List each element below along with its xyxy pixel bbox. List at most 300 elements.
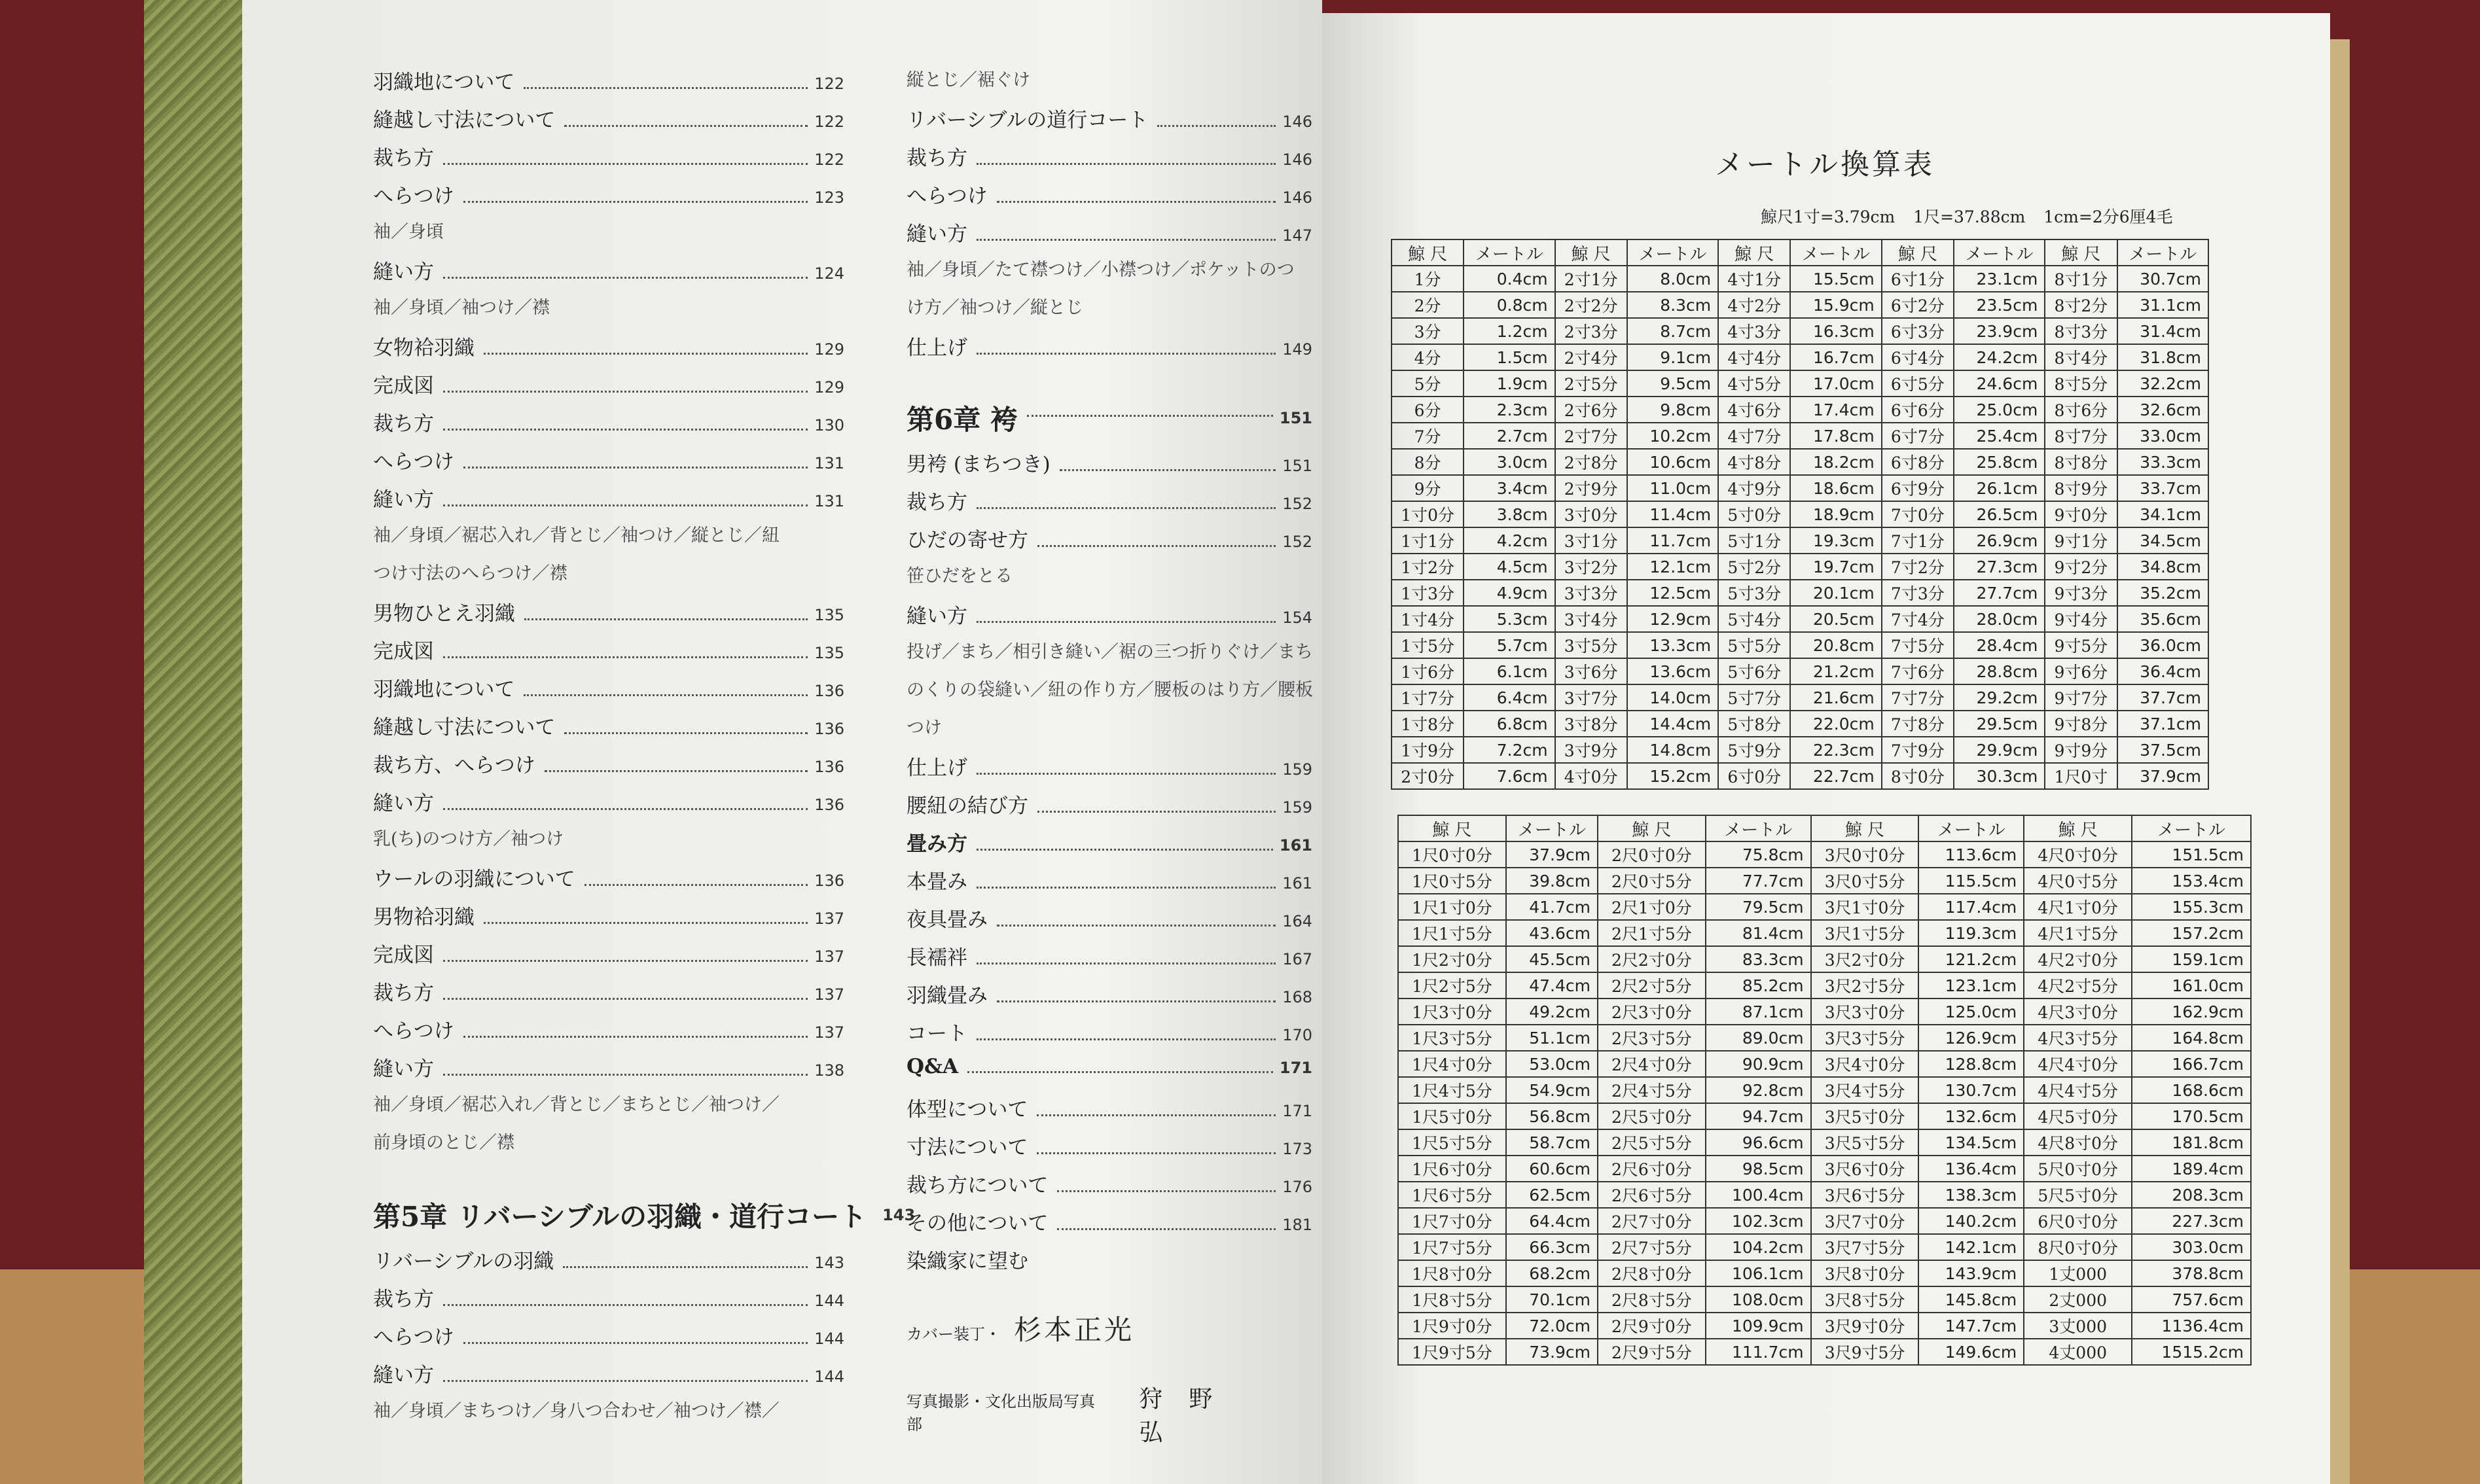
shaku-cell: 2尺9寸0分 [1598, 1313, 1706, 1339]
table-row [1398, 1286, 2251, 1313]
meter-cell: 24.6cm [1954, 370, 2045, 397]
toc-entry [907, 903, 1312, 941]
meter-cell: 155.3cm [2132, 894, 2251, 920]
meter-cell: 27.7cm [1954, 580, 2045, 606]
shaku-cell: 2尺8寸5分 [1598, 1286, 1706, 1313]
header-meter: メートル [1706, 815, 1811, 841]
meter-cell: 227.3cm [2132, 1208, 2251, 1234]
toc-leader [443, 656, 808, 658]
toc-page-number: 138 [814, 1061, 844, 1080]
shaku-cell: 5寸7分 [1718, 684, 1790, 711]
shaku-cell: 5寸9分 [1718, 737, 1790, 763]
meter-cell: 143.9cm [1918, 1260, 2024, 1286]
meter-cell: 31.8cm [2117, 344, 2209, 370]
table-row [1392, 711, 2208, 737]
toc-entry [373, 141, 844, 179]
meter-cell: 37.9cm [2117, 763, 2209, 789]
toc-page-number: 173 [1282, 1140, 1312, 1158]
toc-page-number: 164 [1282, 912, 1312, 930]
toc-entry-title: 投げ／まち／相引き縫い／裾の三つ折りぐけ／まち [907, 642, 1313, 662]
toc-entry-title: 長襦袢 [907, 946, 967, 970]
toc-page-number: 176 [1282, 1178, 1312, 1196]
meter-cell: 37.5cm [2117, 737, 2209, 763]
meter-cell: 87.1cm [1706, 998, 1811, 1025]
toc-leader [564, 732, 808, 734]
toc-entry [907, 1017, 1312, 1055]
shaku-cell: 5寸3分 [1718, 580, 1790, 606]
meter-cell: 34.8cm [2117, 554, 2209, 580]
toc-entry-title: 袖／身頃 [373, 222, 444, 242]
meter-cell: 13.3cm [1627, 632, 1718, 658]
toc-entry-title: 寸法について [907, 1136, 1028, 1159]
shaku-cell: 4寸0分 [1555, 763, 1627, 789]
meter-cell: 104.2cm [1706, 1234, 1811, 1260]
toc-page-number: 131 [814, 454, 844, 472]
meter-cell: 21.2cm [1790, 658, 1881, 684]
shaku-cell: 2分 [1392, 292, 1464, 318]
toc-page-number: 130 [814, 416, 844, 434]
toc-entry [373, 824, 844, 862]
meter-cell: 6.4cm [1464, 684, 1554, 711]
toc-entry-title: 仕上げ [907, 336, 967, 360]
toc-entry [907, 255, 1312, 293]
meter-cell: 68.2cm [1506, 1260, 1598, 1286]
toc-entry [907, 713, 1312, 751]
meter-cell: 9.8cm [1627, 397, 1718, 423]
meter-cell: 72.0cm [1506, 1313, 1598, 1339]
toc-entry-title: け方／袖つけ／縦とじ [907, 298, 1083, 318]
toc-page-number: 122 [814, 150, 844, 169]
meter-cell: 123.1cm [1918, 972, 2024, 998]
meter-cell: 1.9cm [1464, 370, 1554, 397]
toc-entry-title: 第5章 リバーシブルの羽織・道行コート [373, 1201, 867, 1233]
toc-page-number: 146 [1282, 188, 1312, 207]
meter-cell: 29.9cm [1954, 737, 2045, 763]
shaku-cell: 8分 [1392, 449, 1464, 475]
toc-page-number: 123 [814, 188, 844, 207]
toc-entry [907, 561, 1312, 599]
toc-entry [907, 1169, 1312, 1207]
shaku-cell: 5尺5寸0分 [2024, 1182, 2132, 1208]
toc-page-number: 146 [1282, 150, 1312, 169]
meter-cell: 64.4cm [1506, 1208, 1598, 1234]
meter-cell: 4.9cm [1464, 580, 1554, 606]
shaku-cell: 7寸0分 [1882, 501, 1954, 527]
shaku-cell: 4寸8分 [1718, 449, 1790, 475]
toc-entry-title: 縫い方 [373, 1057, 434, 1081]
toc-page-number: 143 [882, 1206, 916, 1224]
shaku-cell: 3寸2分 [1555, 554, 1627, 580]
table-row [1392, 370, 2208, 397]
shaku-cell: 2尺5寸0分 [1598, 1103, 1706, 1129]
toc-page-number: 151 [1282, 457, 1312, 475]
toc-entry [373, 331, 844, 369]
toc-entry-title: 裁ち方について [907, 1174, 1049, 1197]
shaku-cell: 3尺7寸0分 [1811, 1208, 1919, 1234]
shaku-cell: 2尺1寸0分 [1598, 894, 1706, 920]
shaku-cell: 6寸5分 [1882, 370, 1954, 397]
shaku-cell: 4尺5寸0分 [2024, 1103, 2132, 1129]
meter-cell: 11.4cm [1627, 501, 1718, 527]
toc-entry [907, 827, 1312, 865]
meter-cell: 39.8cm [1506, 868, 1598, 894]
toc-entry [373, 711, 844, 749]
shaku-cell: 1寸9分 [1392, 737, 1464, 763]
toc-entry [373, 217, 844, 255]
meter-cell: 12.9cm [1627, 606, 1718, 632]
toc-entry [907, 637, 1312, 675]
shaku-cell: 9分 [1392, 475, 1464, 501]
meter-cell: 30.7cm [2117, 266, 2209, 292]
meter-cell: 170.5cm [2132, 1103, 2251, 1129]
shaku-cell: 3寸7分 [1555, 684, 1627, 711]
shaku-cell: 3尺2寸5分 [1811, 972, 1919, 998]
shaku-cell: 4尺0寸5分 [2024, 868, 2132, 894]
shaku-cell: 4寸6分 [1718, 397, 1790, 423]
toc-entry [907, 331, 1312, 369]
toc-leader [584, 884, 808, 886]
shaku-cell: 6寸9分 [1882, 475, 1954, 501]
shaku-cell: 2尺4寸0分 [1598, 1051, 1706, 1077]
toc-entry [373, 597, 844, 635]
header-meter: メートル [1790, 239, 1881, 266]
shaku-cell: 2寸2分 [1555, 292, 1627, 318]
meter-cell: 9.5cm [1627, 370, 1718, 397]
toc-page-number: 152 [1282, 495, 1312, 513]
meter-cell: 51.1cm [1506, 1025, 1598, 1051]
toc-entry-title: 裁ち方 [373, 412, 434, 436]
header-shaku: 鯨 尺 [1718, 239, 1790, 266]
toc-leader [1027, 415, 1273, 417]
credit-line [907, 1309, 1312, 1354]
shaku-cell: 1寸7分 [1392, 684, 1464, 711]
toc-entry-title: へらつけ [373, 185, 454, 208]
toc-leader [977, 887, 1276, 889]
table-row [1392, 449, 2208, 475]
toc-page-number: 146 [1282, 113, 1312, 131]
shaku-cell: 1尺6寸0分 [1398, 1156, 1506, 1182]
toc-page-number: 154 [1282, 609, 1312, 627]
shaku-cell: 6寸6分 [1882, 397, 1954, 423]
toc-page-number: 144 [814, 1292, 844, 1310]
meter-cell: 121.2cm [1918, 946, 2024, 972]
shaku-cell: 2尺0寸0分 [1598, 841, 1706, 868]
shaku-cell: 4寸4分 [1718, 344, 1790, 370]
meter-cell: 35.6cm [2117, 606, 2209, 632]
meter-cell: 161.0cm [2132, 972, 2251, 998]
meter-cell: 18.6cm [1790, 475, 1881, 501]
shaku-cell: 3尺3寸5分 [1811, 1025, 1919, 1051]
shaku-cell: 2尺2寸5分 [1598, 972, 1706, 998]
toc-leader [1037, 1152, 1276, 1154]
shaku-cell: 1尺2寸5分 [1398, 972, 1506, 998]
toc-entry [373, 1320, 844, 1358]
meter-cell: 17.8cm [1790, 423, 1881, 449]
meter-cell: 16.7cm [1790, 344, 1881, 370]
book-board [2330, 39, 2350, 1484]
toc-entry-title: 縫い方 [373, 488, 434, 512]
shaku-cell: 1寸3分 [1392, 580, 1464, 606]
meter-cell: 303.0cm [2132, 1234, 2251, 1260]
shaku-cell: 3尺4寸0分 [1811, 1051, 1919, 1077]
shaku-cell: 3寸4分 [1555, 606, 1627, 632]
header-meter: メートル [2132, 815, 2251, 841]
shaku-cell: 4尺8寸0分 [2024, 1129, 2132, 1156]
shaku-cell: 6寸2分 [1882, 292, 1954, 318]
table-row [1392, 632, 2208, 658]
toc-leader [967, 1071, 1273, 1073]
shaku-cell: 2尺8寸0分 [1598, 1260, 1706, 1286]
meter-cell: 45.5cm [1506, 946, 1598, 972]
table-row [1398, 998, 2251, 1025]
table-row [1398, 1025, 2251, 1051]
table-row [1398, 946, 2251, 972]
meter-cell: 92.8cm [1706, 1077, 1811, 1103]
shaku-cell: 6寸3分 [1882, 318, 1954, 344]
credit-role: 写真撮影・文化出版局写真部 [907, 1392, 1095, 1434]
table-row [1392, 423, 2208, 449]
shaku-cell: 6寸7分 [1882, 423, 1954, 449]
toc-entry [373, 1090, 844, 1128]
shaku-cell: 7寸9分 [1882, 737, 1954, 763]
meter-cell: 35.2cm [2117, 580, 2209, 606]
meter-cell: 140.2cm [1918, 1208, 2024, 1234]
toc-page-number: 171 [1279, 1059, 1312, 1077]
meter-cell: 138.3cm [1918, 1182, 2024, 1208]
meter-cell: 14.8cm [1627, 737, 1718, 763]
toc-leader [443, 808, 808, 810]
shaku-cell: 2尺6寸0分 [1598, 1156, 1706, 1182]
toc-entry-title: 女物袷羽織 [373, 336, 475, 360]
meter-cell: 25.4cm [1954, 423, 2045, 449]
meter-cell: 70.1cm [1506, 1286, 1598, 1313]
toc-entry [907, 751, 1312, 789]
toc-entry [373, 559, 844, 597]
header-shaku: 鯨 尺 [2024, 815, 2132, 841]
meter-cell: 22.3cm [1790, 737, 1881, 763]
meter-cell: 15.5cm [1790, 266, 1881, 292]
shaku-cell: 3丈000 [2024, 1313, 2132, 1339]
meter-cell: 16.3cm [1790, 318, 1881, 344]
toc-entry-title: 裁ち方、へらつけ [373, 754, 535, 777]
shaku-cell: 1寸6分 [1392, 658, 1464, 684]
meter-cell: 4.5cm [1464, 554, 1554, 580]
toc-page-number: 171 [1282, 1102, 1312, 1120]
toc-entry [907, 865, 1312, 903]
meter-cell: 2.7cm [1464, 423, 1554, 449]
table-row [1398, 1339, 2251, 1365]
toc-page-number: 181 [1282, 1216, 1312, 1234]
meter-cell: 33.7cm [2117, 475, 2209, 501]
meter-cell: 7.6cm [1464, 763, 1554, 789]
meter-cell: 36.0cm [2117, 632, 2209, 658]
meter-cell: 32.2cm [2117, 370, 2209, 397]
header-meter: メートル [1506, 815, 1598, 841]
shaku-cell: 6寸8分 [1882, 449, 1954, 475]
shaku-cell: 8寸3分 [2045, 318, 2117, 344]
toc-entry [373, 749, 844, 786]
shaku-cell: 7寸7分 [1882, 684, 1954, 711]
shaku-cell: 3寸6分 [1555, 658, 1627, 684]
conversion-table-large [1397, 815, 2252, 1366]
toc-entry [907, 65, 1312, 103]
meter-cell: 164.8cm [2132, 1025, 2251, 1051]
shaku-cell: 4尺4寸0分 [2024, 1051, 2132, 1077]
toc-entry [373, 1358, 844, 1396]
toc-entry-title: 縫い方 [907, 605, 967, 628]
header-meter: メートル [2117, 239, 2209, 266]
meter-cell: 37.9cm [1506, 841, 1598, 868]
table-row [1398, 841, 2251, 868]
meter-cell: 31.1cm [2117, 292, 2209, 318]
shaku-cell: 3尺3寸0分 [1811, 998, 1919, 1025]
meter-cell: 22.7cm [1790, 763, 1881, 789]
meter-cell: 58.7cm [1506, 1129, 1598, 1156]
toc-leader [484, 922, 808, 924]
meter-cell: 142.1cm [1918, 1234, 2024, 1260]
meter-cell: 30.3cm [1954, 763, 2045, 789]
meter-cell: 189.4cm [2132, 1156, 2251, 1182]
shaku-cell: 7分 [1392, 423, 1464, 449]
toc-leader [443, 504, 808, 506]
shaku-cell: 9寸1分 [2045, 527, 2117, 554]
meter-cell: 53.0cm [1506, 1051, 1598, 1077]
meter-cell: 132.6cm [1918, 1103, 2024, 1129]
shaku-cell: 9寸8分 [2045, 711, 2117, 737]
toc-entry [373, 1396, 844, 1434]
meter-cell: 73.9cm [1506, 1339, 1598, 1365]
toc-leader [463, 1342, 808, 1344]
table-header-row [1398, 815, 2251, 841]
toc-entry-title: コート [907, 1022, 967, 1046]
meter-cell: 102.3cm [1706, 1208, 1811, 1234]
toc-leader [977, 849, 1273, 851]
meter-cell: 157.2cm [2132, 920, 2251, 946]
conversion-table-small [1391, 239, 2209, 790]
shaku-cell: 8寸5分 [2045, 370, 2117, 397]
shaku-cell: 7寸2分 [1882, 554, 1954, 580]
shaku-cell: 1尺1寸0分 [1398, 894, 1506, 920]
table-row [1398, 1313, 2251, 1339]
meter-cell: 15.9cm [1790, 292, 1881, 318]
toc-page-number: 144 [814, 1368, 844, 1386]
shaku-cell: 1尺5寸5分 [1398, 1129, 1506, 1156]
shaku-cell: 1丈000 [2024, 1260, 2132, 1286]
shaku-cell: 5寸0分 [1718, 501, 1790, 527]
toc-entry-title: 男物袷羽織 [373, 906, 475, 929]
toc-entry [373, 521, 844, 559]
shaku-cell: 4寸3分 [1718, 318, 1790, 344]
meter-cell: 15.2cm [1627, 763, 1718, 789]
meter-cell: 66.3cm [1506, 1234, 1598, 1260]
header-shaku: 鯨 尺 [1392, 239, 1464, 266]
shaku-cell: 3尺0寸0分 [1811, 841, 1919, 868]
toc-leader [977, 1038, 1276, 1040]
shaku-cell: 8寸1分 [2045, 266, 2117, 292]
toc-entry [907, 1131, 1312, 1169]
meter-cell: 34.1cm [2117, 501, 2209, 527]
toc-entry-title: 袖／身頃／裾芯入れ／背とじ／まちとじ／袖つけ／ [373, 1095, 780, 1115]
meter-cell: 11.7cm [1627, 527, 1718, 554]
toc-entry [907, 103, 1312, 141]
shaku-cell: 2尺7寸0分 [1598, 1208, 1706, 1234]
meter-cell: 3.4cm [1464, 475, 1554, 501]
toc-entry-title: その他について [907, 1212, 1049, 1235]
shaku-cell: 5寸5分 [1718, 632, 1790, 658]
shaku-cell: 8寸6分 [2045, 397, 2117, 423]
toc-leader [443, 960, 808, 962]
shaku-cell: 3尺5寸0分 [1811, 1103, 1919, 1129]
table-row [1392, 658, 2208, 684]
meter-cell: 6.8cm [1464, 711, 1554, 737]
toc-leader [1037, 545, 1276, 547]
toc-entry [373, 179, 844, 217]
toc-leader [524, 694, 808, 696]
toc-entry-title: 縫い方 [373, 260, 434, 284]
meter-cell: 83.3cm [1706, 946, 1811, 972]
shaku-cell: 3寸3分 [1555, 580, 1627, 606]
toc-leader [1057, 1190, 1276, 1192]
shaku-cell: 4尺4寸5分 [2024, 1077, 2132, 1103]
toc-entry [373, 255, 844, 293]
toc-entry [907, 217, 1312, 255]
toc-leader [1057, 1228, 1276, 1230]
shaku-cell: 9寸7分 [2045, 684, 2117, 711]
shaku-cell: 2尺3寸0分 [1598, 998, 1706, 1025]
shaku-cell: 1尺0寸 [2045, 763, 2117, 789]
meter-cell: 12.5cm [1627, 580, 1718, 606]
shaku-cell: 3寸5分 [1555, 632, 1627, 658]
shaku-cell: 1寸8分 [1392, 711, 1464, 737]
toc-leader [545, 770, 808, 772]
meter-cell: 106.1cm [1706, 1260, 1811, 1286]
meter-cell: 20.8cm [1790, 632, 1881, 658]
toc-entry [373, 407, 844, 445]
shaku-cell: 8寸4分 [2045, 344, 2117, 370]
table-row [1392, 554, 2208, 580]
meter-cell: 117.4cm [1918, 894, 2024, 920]
toc-leader [564, 125, 808, 127]
toc-leader [977, 163, 1276, 165]
shaku-cell: 3尺5寸5分 [1811, 1129, 1919, 1156]
shaku-cell: 9寸2分 [2045, 554, 2117, 580]
shaku-cell: 3尺7寸5分 [1811, 1234, 1919, 1260]
header-shaku: 鯨 尺 [2045, 239, 2117, 266]
shaku-cell: 1尺7寸0分 [1398, 1208, 1506, 1234]
table-row [1398, 1129, 2251, 1156]
toc-entry-title: のくりの袋縫い／紐の作り方／腰板のはり方／腰板 [907, 680, 1313, 700]
shaku-cell: 2寸8分 [1555, 449, 1627, 475]
meter-cell: 23.5cm [1954, 292, 2045, 318]
toc-entry [373, 1245, 844, 1282]
toc-leader [463, 201, 808, 203]
meter-cell: 37.7cm [2117, 684, 2209, 711]
meter-cell: 41.7cm [1506, 894, 1598, 920]
shaku-cell: 8寸7分 [2045, 423, 2117, 449]
toc-leader [977, 239, 1276, 241]
toc-leader [443, 1380, 808, 1382]
table-row [1392, 763, 2208, 789]
toc-entry [373, 445, 844, 483]
meter-cell: 19.7cm [1790, 554, 1881, 580]
meter-cell: 75.8cm [1706, 841, 1811, 868]
toc-entry-title: へらつけ [907, 185, 988, 208]
toc-entry-title: 縫い方 [907, 222, 967, 246]
toc-entry [373, 1052, 844, 1090]
toc-entry-title: 夜具畳み [907, 908, 988, 932]
meter-cell: 8.3cm [1627, 292, 1718, 318]
shaku-cell: 9寸4分 [2045, 606, 2117, 632]
